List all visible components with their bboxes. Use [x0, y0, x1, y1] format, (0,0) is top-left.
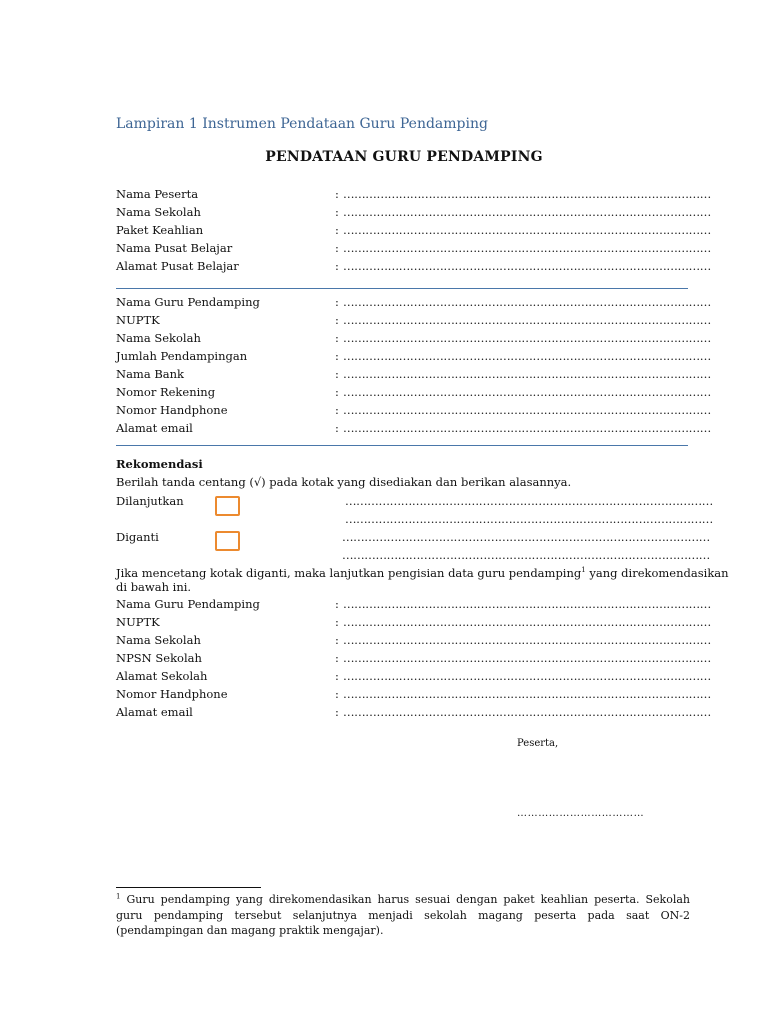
field-separator: : [335, 295, 340, 309]
reason-line-continue-1[interactable]: ……………………………………………………………………………………… [345, 494, 713, 508]
field-separator: : [335, 597, 340, 611]
recommendation-heading: Rekomendasi [116, 457, 203, 471]
field-label: Alamat Pusat Belajar [116, 259, 239, 273]
signature-label: Peserta, [517, 738, 559, 749]
field-label: Nomor Handphone [116, 687, 228, 701]
field-label: Alamat Sekolah [116, 669, 208, 683]
footnote [116, 892, 690, 939]
field-blank[interactable]: ……………………………………………………………………………………… [343, 367, 711, 381]
footnote-text: Guru pendamping yang direkomendasikan harus sesuai dengan paket keahlian peserta. Sekolah guru pendamping tersebut selanjutnya menjadi sekolah magang peserta pada saat ON-2 (pendampingan dan magang praktik mengajar). [116, 893, 690, 937]
field-label: Nama Sekolah [116, 205, 201, 219]
field-label: Alamat email [116, 421, 193, 435]
field-blank[interactable]: ……………………………………………………………………………………… [343, 597, 711, 611]
field-blank[interactable]: ……………………………………………………………………………………… [343, 651, 711, 665]
field-separator: : [335, 367, 340, 381]
field-blank[interactable]: ……………………………………………………………………………………… [343, 705, 711, 719]
field-label: NPSN Sekolah [116, 651, 202, 665]
field-label: Nama Peserta [116, 187, 199, 201]
follow-up-text: Jika mencetang kotak diganti, maka lanjutkan pengisian data guru pendamping [116, 566, 582, 580]
field-label: Nama Sekolah [116, 331, 201, 345]
field-separator: : [335, 205, 340, 219]
reason-line-replace-1[interactable]: ……………………………………………………………………………………… [342, 530, 710, 544]
field-separator: : [335, 259, 340, 273]
follow-up-text-end: yang direkomendasikan [585, 566, 729, 580]
field-blank[interactable]: ……………………………………………………………………………………… [343, 187, 711, 201]
field-blank[interactable]: ……………………………………………………………………………………… [343, 205, 711, 219]
field-blank[interactable]: ……………………………………………………………………………………… [343, 385, 711, 399]
field-separator: : [335, 403, 340, 417]
footnote-separator [116, 887, 261, 888]
option-continue-label: Dilanjutkan [116, 494, 184, 508]
field-blank[interactable]: ……………………………………………………………………………………… [343, 331, 711, 345]
footnote-reference: 1 [581, 566, 586, 575]
field-separator: : [335, 669, 340, 683]
field-blank[interactable]: ……………………………………………………………………………………… [343, 633, 711, 647]
field-blank[interactable]: ……………………………………………………………………………………… [343, 349, 711, 363]
field-label: NUPTK [116, 615, 160, 629]
field-separator: : [335, 385, 340, 399]
field-blank[interactable]: ……………………………………………………………………………………… [343, 313, 711, 327]
follow-up-instruction [116, 566, 729, 580]
field-blank[interactable]: ……………………………………………………………………………………… [343, 669, 711, 683]
field-blank[interactable]: ……………………………………………………………………………………… [343, 615, 711, 629]
appendix-title: Lampiran 1 Instrumen Pendataan Guru Pendamping [116, 116, 488, 132]
field-separator: : [335, 705, 340, 719]
field-blank[interactable]: ……………………………………………………………………………………… [343, 687, 711, 701]
field-separator: : [335, 651, 340, 665]
field-separator: : [335, 421, 340, 435]
field-label: NUPTK [116, 313, 160, 327]
field-separator: : [335, 331, 340, 345]
field-separator: : [335, 615, 340, 629]
field-blank[interactable]: ……………………………………………………………………………………… [343, 241, 711, 255]
field-label: Jumlah Pendampingan [116, 349, 248, 363]
field-label: Nama Sekolah [116, 633, 201, 647]
field-separator: : [335, 349, 340, 363]
recommendation-instruction: Berilah tanda centang (√) pada kotak yang disediakan dan berikan alasannya. [116, 475, 572, 489]
section-divider-2 [116, 445, 688, 446]
follow-up-instruction-line2: di bawah ini. [116, 580, 192, 594]
field-label: Nama Guru Pendamping [116, 295, 260, 309]
section-divider-1 [116, 288, 688, 289]
option-replace-label: Diganti [116, 530, 159, 544]
field-label: Nama Guru Pendamping [116, 597, 260, 611]
field-label: Nomor Rekening [116, 385, 216, 399]
field-separator: : [335, 223, 340, 237]
form-title: PENDATAAN GURU PENDAMPING [265, 149, 543, 165]
field-label: Nomor Handphone [116, 403, 228, 417]
field-separator: : [335, 313, 340, 327]
option-continue-checkbox[interactable] [215, 496, 240, 516]
field-separator: : [335, 241, 340, 255]
reason-line-continue-2[interactable]: ……………………………………………………………………………………… [345, 512, 713, 526]
field-blank[interactable]: ……………………………………………………………………………………… [343, 421, 711, 435]
field-label: Alamat email [116, 705, 193, 719]
field-blank[interactable]: ……………………………………………………………………………………… [343, 295, 711, 309]
field-blank[interactable]: ……………………………………………………………………………………… [343, 259, 711, 273]
field-separator: : [335, 187, 340, 201]
field-separator: : [335, 633, 340, 647]
field-label: Paket Keahlian [116, 223, 204, 237]
reason-line-replace-2[interactable]: ……………………………………………………………………………………… [342, 548, 710, 562]
field-blank[interactable]: ……………………………………………………………………………………… [343, 223, 711, 237]
option-replace-checkbox[interactable] [215, 531, 240, 551]
field-label: Nama Pusat Belajar [116, 241, 233, 255]
signature-line[interactable]: ……………………………… [517, 808, 645, 819]
field-label: Nama Bank [116, 367, 185, 381]
field-separator: : [335, 687, 340, 701]
footnote-number: 1 [116, 892, 121, 901]
field-blank[interactable]: ……………………………………………………………………………………… [343, 403, 711, 417]
